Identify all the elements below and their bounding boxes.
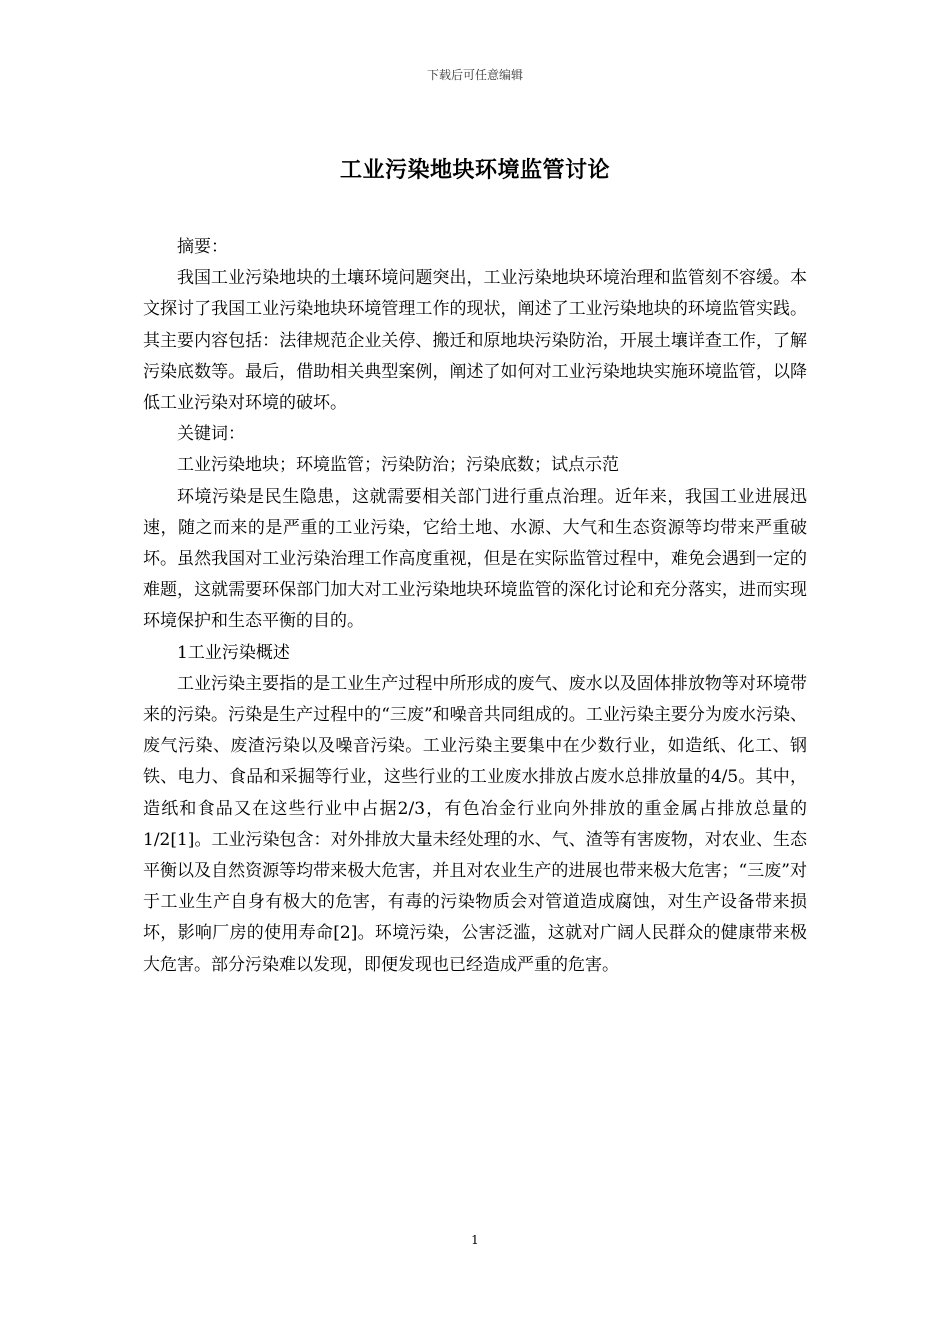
page-header-note: 下载后可任意编辑 [426, 68, 523, 82]
abstract-paragraph: 我国工业污染地块的土壤环境问题突出，工业污染地块环境治理和监管刻不容缓。本文探讨了我国工业污染地块环境管理工作的现状，阐述了工业污染地块的环境监管实践。其主要内容包括：法律规范企业关停、搬迁和原地块污染防治，开展土壤详查工作，了解污染底数等。最后，借助相关典型案例，阐述了如何对工业污染地块实施环境监管，以降低工业污染对环境的破坏。 [143, 268, 807, 414]
keywords-heading: 关键词： [177, 424, 245, 445]
section-1-paragraph: 工业污染主要指的是工业生产过程中所形成的废气、废水以及固体排放物等对环境带来的污染。污染是生产过程中的“三废”和噪音共同组成的。工业污染主要分为废水污染、废气污染、废渣污染以及噪音污染。工业污染主要集中在少数行业，如造纸、化工、钢铁、电力、食品和采掘等行业，这些行业的工业废水排放占废水总排放量的4/5。其中，造纸和食品又在这些行业中占据2/3，有色冶金行业向外排放的重金属占排放总量的1/2[1]。工业污染包含：对外排放大量未经处理的水、气、渣等有害废物，对农业、生态平衡以及自然资源等均带来极大危害，并且对农业生产的进展也带来极大危害；“三废”对于工业生产自身有极大的危害，有毒的污染物质会对管道造成腐蚀，对生产设备带来损坏，影响厂房的使用寿命[2]。环境污染，公害泛滥，这就对广阔人民群众的健康带来极大危害。部分污染难以发现，即便发现也已经造成严重的危害。 [143, 673, 807, 975]
page-number: 1 [471, 1233, 479, 1247]
keywords-list: 工业污染地块；环境监管；污染防治；污染底数；试点示范 [177, 455, 619, 476]
section-heading-1: 1工业污染概述 [177, 642, 290, 663]
document-title: 工业污染地块环境监管讨论 [339, 158, 610, 183]
intro-paragraph: 环境污染是民生隐患，这就需要相关部门进行重点治理。近年来，我国工业进展迅速，随之而来的是严重的工业污染，它给土地、水源、大气和生态资源等均带来严重破坏。虽然我国对工业污染治理工作高度重视，但是在实际监管过程中，难免会遇到一定的难题，这就需要环保部门加大对工业污染地块环境监管的深化讨论和充分落实，进而实现环境保护和生态平衡的目的。 [143, 486, 807, 632]
document-body [143, 232, 807, 981]
abstract-heading: 摘要： [177, 237, 228, 257]
